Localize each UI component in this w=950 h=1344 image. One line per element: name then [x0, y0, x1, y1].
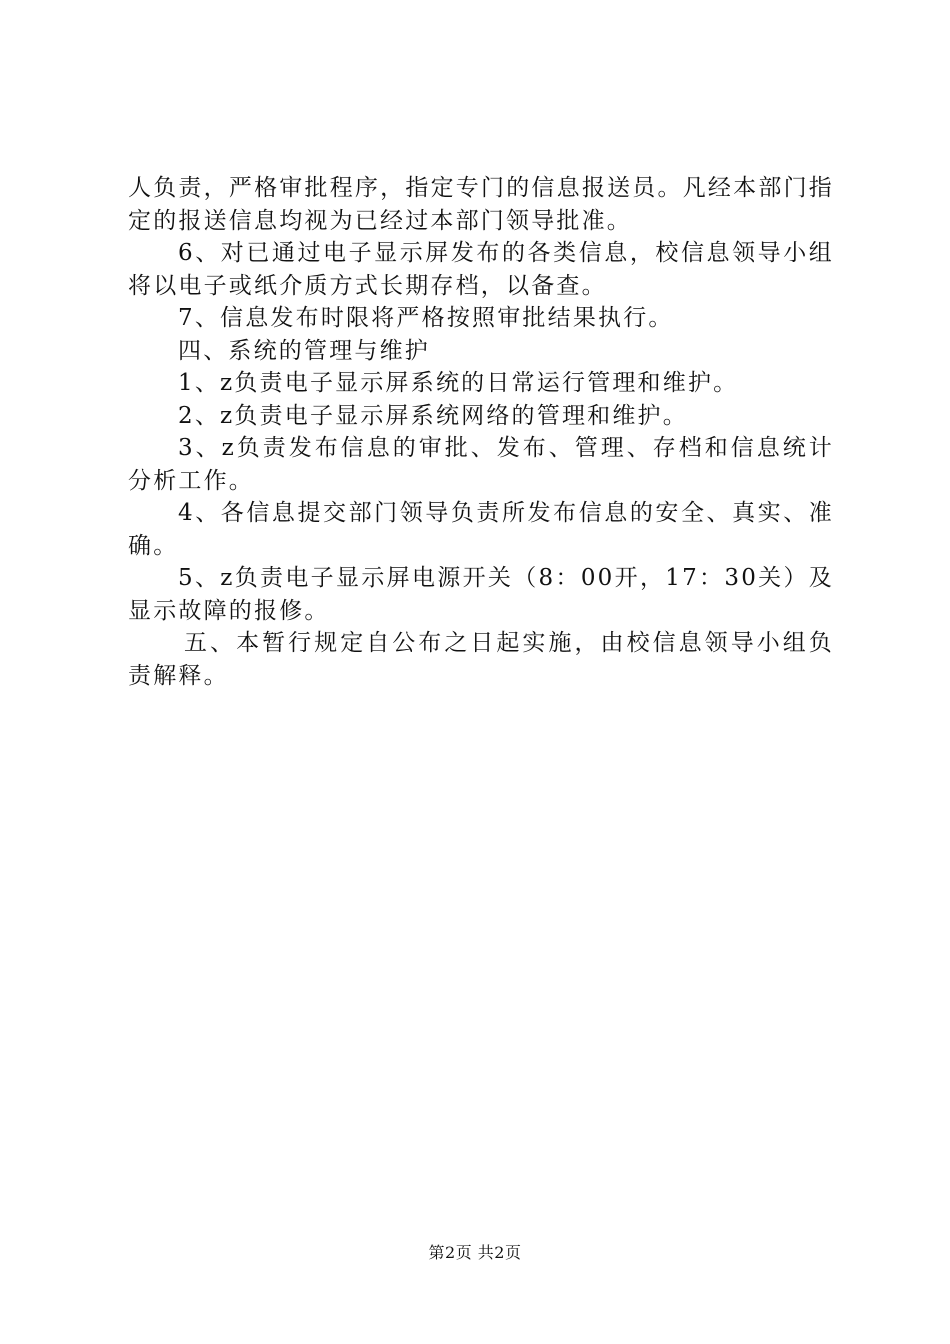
document-body: [128, 172, 834, 692]
paragraph-item-2: 2、z负责电子显示屏系统网络的管理和维护。: [178, 402, 688, 429]
paragraph-item-7: 7、信息发布时限将严格按照审批结果执行。: [178, 305, 674, 331]
page-footer: 第2页 共2页: [428, 1243, 522, 1262]
section-heading-4: 四、系统的管理与维护: [178, 337, 430, 364]
paragraph-continuation: 人负责，严格审批程序，指定专门的信息报送员。凡经本部门指定的报送信息均视为已经过本部门领导批准。: [128, 175, 834, 234]
section-heading-5: 五、本暂行规定自公布之日起实施，由校信息领导小组负责解释。: [128, 630, 834, 689]
paragraph-item-6: 6、对已通过电子显示屏发布的各类信息，校信息领导小组将以电子或纸介质方式长期存档，以备查。: [128, 240, 834, 299]
paragraph-item-5: 5、z负责电子显示屏电源开关（8：00开，17：30关）及显示故障的报修。: [128, 565, 834, 624]
paragraph-item-3: 3、z负责发布信息的审批、发布、管理、存档和信息统计分析工作。: [128, 435, 834, 494]
paragraph-item-4: 4、各信息提交部门领导负责所发布信息的安全、真实、准确。: [128, 500, 834, 559]
paragraph-item-1: 1、z负责电子显示屏系统的日常运行管理和维护。: [178, 370, 739, 396]
